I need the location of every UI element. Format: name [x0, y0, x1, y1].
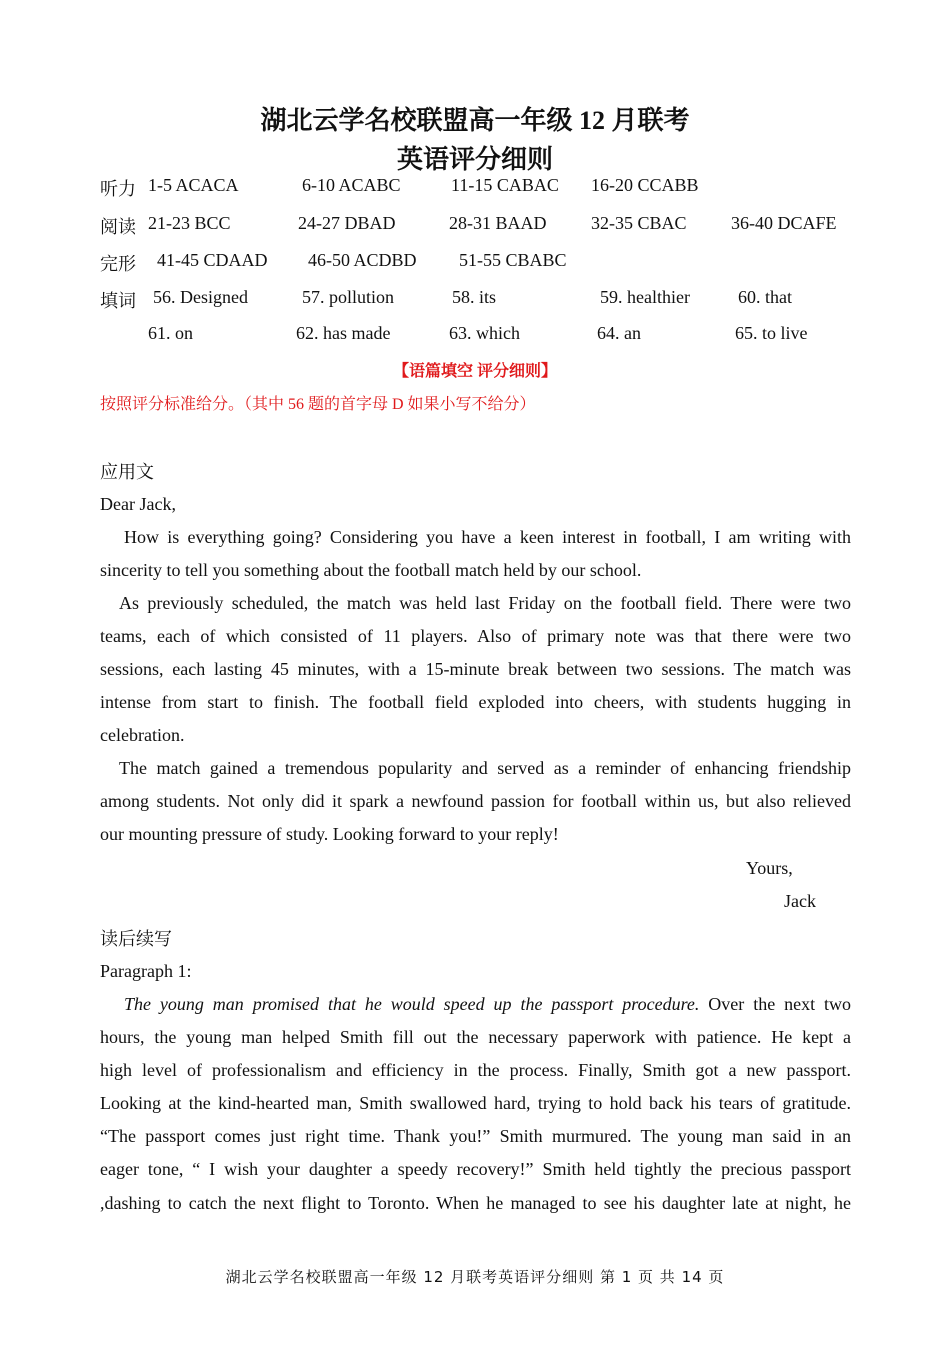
fill-answer: 63. which [449, 323, 520, 343]
page-footer: 湖北云学名校联盟高一年级 12 月联考英语评分细则 第 1 页 共 14 页 [225, 1268, 725, 1286]
text-segment: Over the next two [699, 994, 851, 1014]
text-line: sessions, each lasting 45 minutes, with a 15-minute break between two sessions. The match was [100, 659, 851, 680]
text-line: sincerity to tell you something about the football match held by our school. [100, 560, 642, 581]
document-subtitle: 英语评分细则 [396, 145, 553, 174]
letter-salutation: Dear Jack, [100, 494, 176, 514]
answer-group: 36-40 DCAFE [731, 213, 837, 233]
answer-group: 51-55 CBABC [459, 250, 567, 270]
cloze-label: 完形 [100, 254, 136, 274]
grammar-rules-note: 按照评分标准给分。（其中 56 题的首字母 D 如果小写不给分） [100, 396, 536, 413]
text-line: our mounting pressure of study. Looking forward to your reply! [100, 824, 559, 845]
fill-answer: 60. that [738, 287, 792, 307]
answer-group: 46-50 ACDBD [308, 250, 417, 270]
fill-answer: 61. on [148, 323, 193, 343]
letter-signature: Jack [784, 891, 816, 911]
text-line: As previously scheduled, the match was held last Friday on the football field. There were two [119, 593, 851, 613]
fill-answer: 64. an [597, 323, 641, 343]
text-line: Looking at the kind-hearted man, Smith swallowed hard, trying to hold back his tears of gratitude. [100, 1093, 851, 1114]
fill-label: 填词 [100, 291, 136, 311]
text-line: How is everything going? Considering you have a keen interest in football, I am writing with [124, 527, 851, 547]
text-line: among students. Not only did it spark a newfound passion for football within us, but also relieved [100, 791, 851, 812]
answer-group: 11-15 CABAC [451, 175, 559, 195]
answer-group: 21-23 BCC [148, 213, 231, 233]
text-line: “The passport comes just right time. Thank you!” Smith murmured. The young man said in an [100, 1126, 851, 1147]
answer-group: 32-35 CBAC [591, 213, 687, 233]
practical-writing-label: 应用文 [100, 462, 154, 482]
answer-group: 1-5 ACACA [148, 175, 239, 195]
text-line: celebration. [100, 725, 185, 746]
text-line: high level of professionalism and efficiency in the process. Finally, Smith got a new passport. [100, 1060, 851, 1081]
document-title: 湖北云学名校联盟高一年级 12 月联考 [260, 106, 690, 135]
fill-answer: 56. Designed [153, 287, 248, 307]
listening-label: 听力 [100, 179, 136, 199]
reading-label: 阅读 [100, 217, 136, 237]
fill-answer: 57. pollution [302, 287, 395, 307]
letter-paragraph-3 [100, 752, 851, 851]
letter-closing: Yours, [746, 858, 793, 878]
text-line: hours, the young man helped Smith fill out the necessary paperwork with patience. He kept a [100, 1027, 851, 1048]
text-line: The match gained a tremendous popularity and served as a reminder of enhancing friendship [119, 758, 851, 778]
fill-answer: 65. to live [735, 323, 808, 343]
answer-group: 41-45 CDAAD [157, 250, 268, 270]
answer-group: 28-31 BAAD [449, 213, 547, 233]
letter-paragraph-2 [100, 587, 851, 752]
answer-group: 24-27 DBAD [298, 213, 396, 233]
given-sentence: The young man promised that he would speed up the passport procedure. [124, 994, 700, 1014]
answer-group: 6-10 ACABC [302, 175, 401, 195]
text-line [100, 988, 851, 1021]
fill-answer: 59. healthier [600, 287, 690, 307]
fill-answer: 58. its [452, 287, 497, 307]
grammar-rules-heading: 【语篇填空 评分细则】 [392, 363, 557, 380]
text-line: ,dashing to catch the next flight to Toronto. When he managed to see his daughter late at night, he [100, 1192, 851, 1213]
continuation-writing-label: 读后续写 [100, 929, 172, 949]
text-line: teams, each of which consisted of 11 players. Also of primary note was that there were two [100, 626, 851, 647]
answer-group: 16-20 CCABB [591, 175, 699, 195]
continuation-paragraph-1 [100, 988, 851, 1220]
fill-answer: 62. has made [296, 323, 391, 343]
text-line: eager tone, “ I wish your daughter a speedy recovery!” Smith held tightly the precious passport [100, 1159, 851, 1180]
paragraph-label: Paragraph 1: [100, 961, 192, 981]
text-line: intense from start to finish. The football field exploded into cheers, with students hugging in [100, 692, 851, 713]
letter-paragraph-1 [100, 521, 851, 587]
